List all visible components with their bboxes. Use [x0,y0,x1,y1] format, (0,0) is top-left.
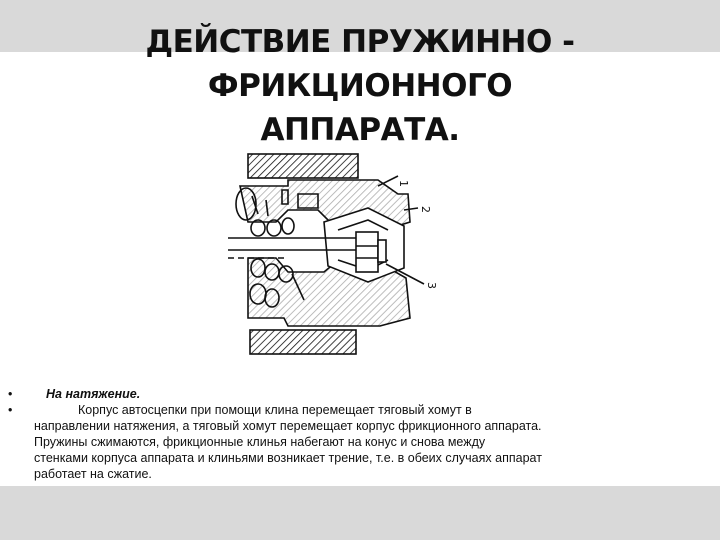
body-text [8,386,698,482]
paragraph-line-5: работает на сжатие. [34,467,152,481]
title-line-1: ДЕЙСТВИЕ ПРУЖИННО - [145,24,575,60]
bullet-paragraph [8,402,698,482]
bullet-heading [8,386,698,402]
paragraph-line-2: направлении натяжения, а тяговый хомут перемещает корпус фрикционного аппарата. [34,419,542,433]
title-line-2: ФРИКЦИОННОГО [207,68,513,104]
friction-gear-diagram [228,150,446,365]
callout-label-2: 2 [419,206,432,213]
upper-hatched-plate [248,154,358,178]
paragraph-line-3: Пружины сжимаются, фрикционные клинья набегают на конус и снова между [34,435,486,449]
title-line-3: АППАРАТА. [260,112,460,148]
bottom-band [0,486,720,540]
lower-hatched-plate [250,330,356,354]
rod-nut [356,232,378,272]
callout-label-1: 1 [397,180,410,187]
slide-title [60,20,660,152]
paragraph-line-1: Корпус автосцепки при помощи клина перемещает тяговый хомут в [78,403,472,417]
callout-label-3: 3 [425,282,438,289]
bullet-heading-text: На натяжение. [46,387,141,401]
paragraph-line-4: стенками корпуса аппарата и клиньями возникает трение, т.е. в обеих случаях аппарат [34,451,542,465]
callout-line-1 [378,176,398,186]
